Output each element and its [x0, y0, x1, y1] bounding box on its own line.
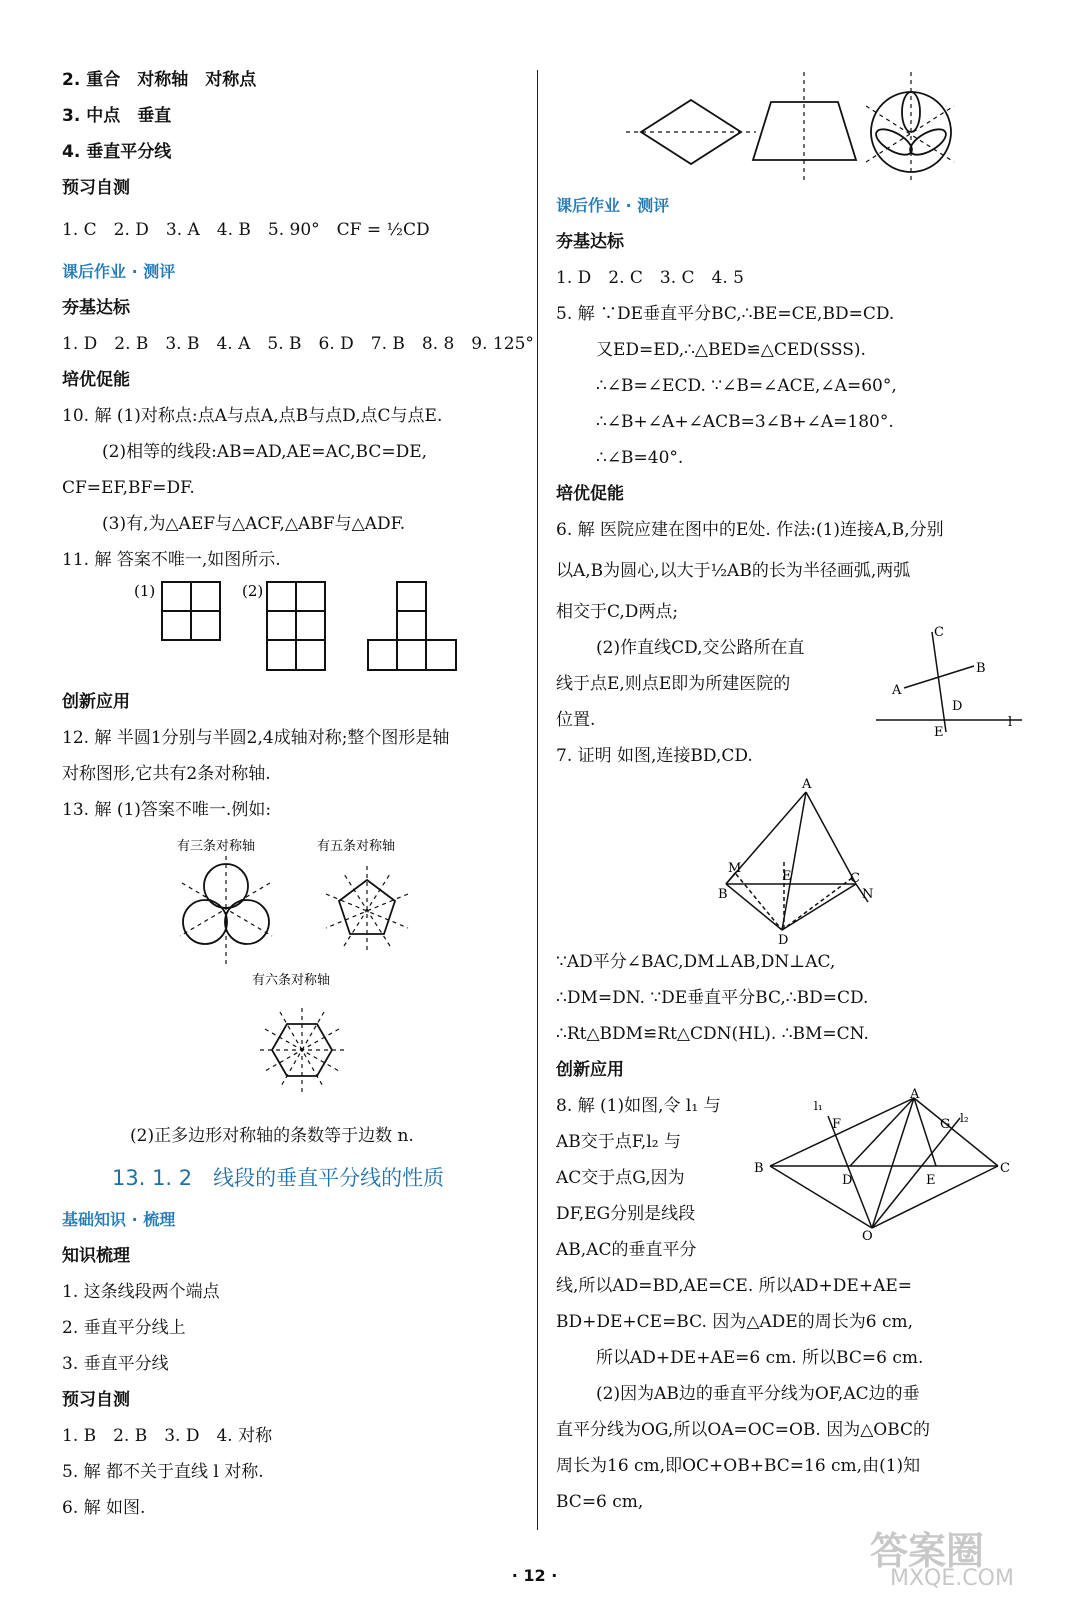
answer-line: 1. B 2. B 3. D 4. 对称 — [62, 1426, 273, 1446]
subheading: 培优促能 — [62, 370, 130, 390]
svg-text:C: C — [850, 871, 860, 886]
answer-line: 12. 解 半圆1分别与半圆2,4成轴对称;整个图形是轴 — [62, 728, 450, 748]
figure-13 — [62, 828, 522, 1118]
fig-label-1: (1) — [134, 582, 156, 600]
svg-text:A: A — [910, 1088, 920, 1102]
subheading: 预习自测 — [62, 178, 130, 198]
answer-line: 直平分线为OG,所以OA=OC=OB. 因为△OBC的 — [556, 1420, 931, 1440]
answer-line: 11. 解 答案不唯一,如图所示. — [62, 550, 281, 570]
answer-line: 位置. — [556, 710, 596, 730]
answer-line: CF=EF,BF=DF. — [62, 478, 195, 498]
answer-line: 1. C 2. D 3. A 4. B 5. 90° CF = ½CD — [62, 220, 430, 240]
subheading: 夯基达标 — [62, 298, 130, 318]
answer-line: AB,AC的垂直平分 — [556, 1240, 697, 1260]
fig-caption-six: 有六条对称轴 — [252, 973, 331, 988]
answer-line: AC交于点G,因为 — [556, 1168, 685, 1188]
fig-caption-five: 有五条对称轴 — [317, 839, 396, 854]
figure-q6-shapes — [556, 62, 1026, 188]
answer-line: ∴∠B=40°. — [596, 448, 684, 468]
answer-line: 2. 重合 对称轴 对称点 — [62, 70, 257, 90]
answer-line: 周长为16 cm,即OC+OB+BC=16 cm,由(1)知 — [556, 1456, 921, 1476]
answer-line: 1. D 2. B 3. B 4. A 5. B 6. D 7. B 8. 8 9. 125° — [62, 334, 534, 354]
subheading: 创新应用 — [556, 1060, 624, 1080]
svg-text:F: F — [832, 1117, 842, 1132]
grid-figures — [62, 578, 482, 684]
triangle-proof-figure — [556, 774, 1026, 944]
answer-line: ∴Rt△BDM≌Rt△CDN(HL). ∴BM=CN. — [556, 1024, 869, 1044]
answer-line: 6. 解 医院应建在图中的E处. 作法:(1)连接A,B,分别 — [556, 520, 944, 540]
figure-q7 — [556, 774, 1026, 944]
answer-line: (2)作直线CD,交公路所在直 — [596, 638, 805, 658]
svg-text:B: B — [976, 661, 986, 676]
svg-text:C: C — [1000, 1161, 1010, 1176]
svg-text:D: D — [842, 1173, 853, 1188]
answer-line: 1. 这条线段两个端点 — [62, 1282, 220, 1302]
answer-line: 又ED=ED,∴△BED≌△CED(SSS). — [596, 340, 866, 360]
pentagon-icon — [326, 866, 408, 950]
answer-line: 3. 垂直平分线 — [62, 1354, 169, 1374]
column-divider — [537, 70, 538, 1530]
hexagon-icon — [260, 1008, 344, 1092]
svg-text:E: E — [926, 1173, 936, 1188]
answer-line: 4. 垂直平分线 — [62, 142, 172, 162]
answer-line: (2)正多边形对称轴的条数等于边数 n. — [130, 1126, 414, 1146]
svg-text:l₂: l₂ — [960, 1111, 969, 1125]
svg-text:A: A — [802, 777, 812, 792]
answer-line: AB交于点F,l₂ 与 — [556, 1132, 681, 1152]
symmetry-figures — [62, 828, 522, 1118]
answer-line: DF,EG分别是线段 — [556, 1204, 696, 1224]
answer-line: 对称图形,它共有2条对称轴. — [62, 764, 271, 784]
answer-line: 2. 垂直平分线上 — [62, 1318, 186, 1338]
svg-text:N: N — [862, 887, 874, 902]
answer-line: ∵AD平分∠BAC,DM⊥AB,DN⊥AC, — [556, 952, 836, 972]
svg-text:D: D — [778, 933, 789, 944]
answer-line: BD+DE+CE=BC. 因为△ADE的周长为6 cm, — [556, 1312, 913, 1332]
hospital-construction-figure — [874, 622, 1024, 742]
answer-line: 7. 证明 如图,连接BD,CD. — [556, 746, 753, 766]
figure-11 — [62, 578, 522, 684]
q8-block — [556, 1088, 1026, 1268]
answer-line: BC=6 cm, — [556, 1492, 644, 1512]
svg-text:l₁: l₁ — [814, 1099, 823, 1113]
answer-line: 所以AD+DE+AE=6 cm. 所以BC=6 cm. — [596, 1348, 924, 1368]
answer-line: (3)有,为△AEF与△ACF,△ABF与△ADF. — [102, 514, 406, 534]
answer-line: (2)相等的线段:AB=AD,AE=AC,BC=DE, — [102, 442, 428, 462]
svg-text:C: C — [934, 625, 944, 640]
subheading: 夯基达标 — [556, 232, 624, 252]
svg-text:l: l — [1008, 715, 1013, 730]
section-title: 13. 1. 2 线段的垂直平分线的性质 — [112, 1166, 445, 1190]
page-number: · 12 · — [511, 1566, 558, 1585]
watermark-url: MXQE.COM — [890, 1566, 1014, 1591]
three-circles-icon — [180, 856, 272, 968]
answer-line: ∴DM=DN. ∵DE垂直平分BC,∴BD=CD. — [556, 988, 869, 1008]
answer-line: 5. 解 都不关于直线 l 对称. — [62, 1462, 264, 1482]
answer-line: 3. 中点 垂直 — [62, 106, 172, 126]
subheading: 预习自测 — [62, 1390, 130, 1410]
answer-line: 6. 解 如图. — [62, 1498, 146, 1518]
perpendicular-bisector-figure — [754, 1088, 1016, 1248]
fig-label-2: (2) — [242, 582, 264, 600]
answer-line: (2)因为AB边的垂直平分线为OF,AC边的垂 — [596, 1384, 920, 1404]
section-heading: 课后作业 · 测评 — [556, 196, 670, 215]
answer-line: ∴∠B+∠A+∠ACB=3∠B+∠A=180°. — [596, 412, 894, 432]
answer-line: 10. 解 (1)对称点:点A与点A,点B与点D,点C与点E. — [62, 406, 443, 426]
section-heading: 课后作业 · 测评 — [62, 262, 176, 281]
answer-line: 线,所以AD=BD,AE=CE. 所以AD+DE+AE= — [556, 1276, 912, 1296]
answer-line: 以A,B为圆心,以大于½AB的长为半径画弧,两弧 — [556, 561, 911, 581]
answer-line: 5. 解 ∵DE垂直平分BC,∴BE=CE,BD=CD. — [556, 304, 895, 324]
subheading: 创新应用 — [62, 692, 130, 712]
svg-text:B: B — [718, 887, 728, 902]
symmetric-shapes — [556, 62, 1026, 188]
subheading: 培优促能 — [556, 484, 624, 504]
svg-text:E: E — [782, 869, 792, 884]
section-heading: 基础知识 · 梳理 — [62, 1210, 176, 1229]
left-column — [62, 62, 534, 1526]
subheading: 知识梳理 — [62, 1246, 130, 1266]
answer-line: ∴∠B=∠ECD. ∵∠B=∠ACE,∠A=60°, — [596, 376, 897, 396]
answer-line: 相交于C,D两点; — [556, 602, 679, 622]
svg-text:A: A — [892, 683, 902, 698]
svg-text:E: E — [934, 725, 944, 740]
svg-text:G: G — [940, 1117, 951, 1132]
svg-text:O: O — [862, 1229, 873, 1244]
watermark-logo: 答案圈 — [870, 1529, 985, 1573]
svg-text:D: D — [952, 699, 963, 714]
right-column — [556, 62, 1026, 1520]
answer-line: 8. 解 (1)如图,令 l₁ 与 — [556, 1096, 721, 1116]
svg-text:B: B — [754, 1161, 764, 1176]
answer-line: 13. 解 (1)答案不唯一.例如: — [62, 800, 272, 820]
svg-text:M: M — [728, 861, 742, 876]
fig-caption-three: 有三条对称轴 — [177, 839, 256, 854]
answer-line: 线于点E,则点E即为所建医院的 — [556, 674, 791, 694]
q6-block — [556, 625, 1026, 740]
answer-line: 1. D 2. C 3. C 4. 5 — [556, 268, 744, 288]
